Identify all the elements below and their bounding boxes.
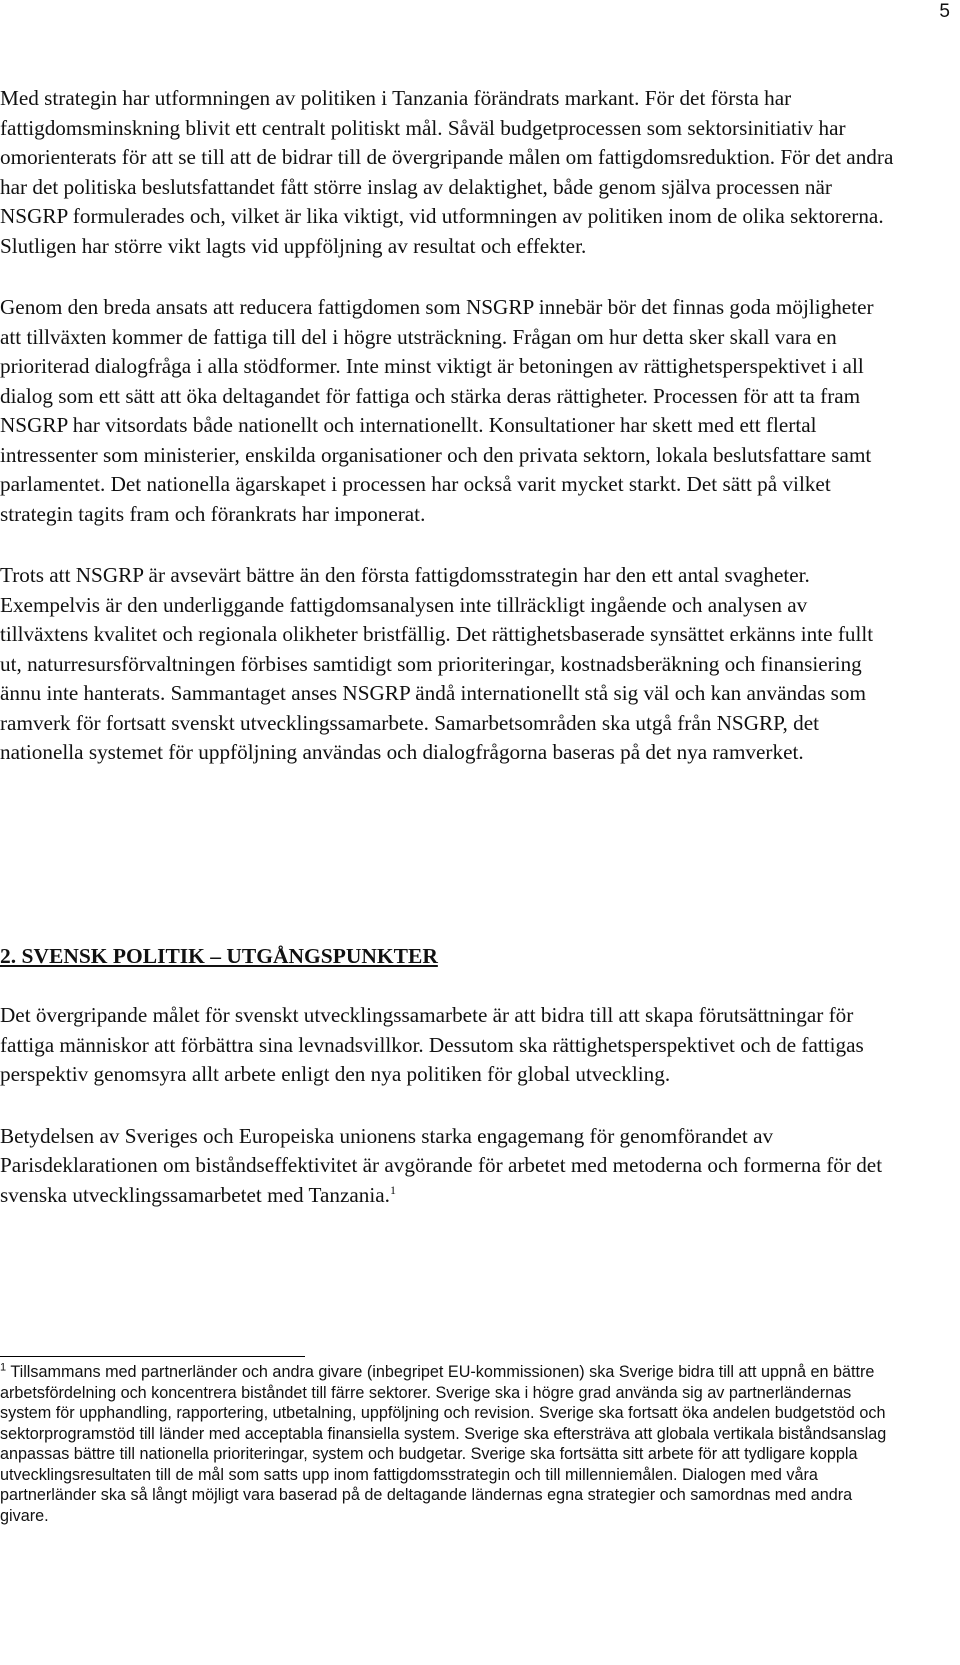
footnote-text: Tillsammans med partnerländer och andra givare (inbegripet EU-kommissionen) ska Sverige bidra till att uppnå en bättre arbetsfördelning och koncentrera biståndet till färre sektorer. Sverige ska i högre grad använda sig av partnerländernas system för upphandling, rapportering, utbetalning, uppföljning och revision. Sverige ska fortsatt öka andelen budgetstöd och sektorprogramstöd till länder med acceptabla finansiella system. Sverige ska eftersträva att globala vertikala biståndsanslag anpassas bättre till nationella prioriteringar, system och budgetar. Sverige ska fortsätta sitt arbete för att tydligare koppla utvecklingsresultaten till de mål som satts upp inom fattigdomsstrategin och till millenniemålen. Dialogen med våra partnerländer ska så långt möjligt vara baserad på de deltagande ländernas egna strategier och samordnas med andra givare. bbox=[0, 1363, 887, 1525]
footnote bbox=[0, 1362, 900, 1526]
footnote-reference[interactable]: 1 bbox=[389, 1182, 396, 1197]
body-text bbox=[0, 84, 900, 800]
page-number: 5 bbox=[939, 1, 950, 22]
paragraph-paris-declaration bbox=[0, 1122, 900, 1211]
section-heading: 2. SVENSK POLITIK – UTGÅNGSPUNKTER bbox=[0, 944, 438, 968]
footnote-marker: 1 bbox=[0, 1361, 7, 1374]
paragraph-strategy-changes: Med strategin har utformningen av politiken i Tanzania förändrats markant. För det första har fattigdomsminskning blivit ett centralt politiskt mål. Såväl budgetprocessen som sektorsinitiativ har omorienterats för att se till att de bidrar till de övergripande målen om fattigdomsreduktion. För det andra har det politiska beslutsfattandet fått större inslag av delaktighet, både genom själva processen när NSGRP formulerades och, vilket är lika viktigt, vid utformningen av politiken inom de olika sektorerna. Slutligen har större vikt lagts vid uppföljning av resultat och effekter. bbox=[0, 86, 894, 258]
footnote-divider bbox=[0, 1356, 305, 1357]
paragraph-paris-declaration-text: Betydelsen av Sveriges och Europeiska unionens starka engagemang för genomförandet av Parisdeklarationen om biståndseffektivitet är avgörande för arbetet med metoderna och formerna för det svenska utvecklingssamarbetet med Tanzania. bbox=[0, 1123, 883, 1207]
paragraph-nsgrp-approach: Genom den breda ansats att reducera fattigdomen som NSGRP innebär bör det finnas goda möjligheter att tillväxten kommer de fattiga till del i högre utsträckning. Frågan om hur detta sker skall vara en prioriterad dialogfråga i alla stödformer. Inte minst viktigt är betoningen av rättighetsperspektivet i all dialog som ett sätt att öka deltagandet för fattiga och stärka deras rättigheter. Processen för att ta fram NSGRP har vitsordats både nationellt och internationellt. Konsultationer har skett med ett flertal intressenter som ministerier, enskilda organisationer och den privata sektorn, lokala beslutsfattare samt parlamentet. Det nationella ägarskapet i processen har också varit mycket starkt. Det sätt på vilket strategin tagits fram och förankrats har imponerat. bbox=[0, 295, 874, 526]
paragraph-overall-goal: Det övergripande målet för svenskt utvecklingssamarbete är att bidra till att skapa förutsättningar för fattiga människor att förbättra sina levnadsvillkor. Dessutom ska rättighetsperspektivet och de fattigas perspektiv genomsyra allt arbete enligt den nya politiken för global utveckling. bbox=[0, 1003, 864, 1086]
section-body bbox=[0, 1001, 900, 1242]
paragraph-nsgrp-weaknesses: Trots att NSGRP är avsevärt bättre än den första fattigdomsstrategin har den ett antal svagheter. Exempelvis är den underliggande fattigdomsanalysen inte tillräckligt ingående och analysen av tillväxtens kvalitet och regionala olikheter bristfällig. Det rättighetsbaserade synsättet erkänns inte fullt ut, naturresursförvaltningen förbises samtidigt som prioriteringar, kostnadsberäkning och finansiering ännu inte hanterats. Sammantaget anses NSGRP ändå internationellt stå sig väl och kan användas som ramverk för fortsatt svenskt utvecklingssamarbete. Samarbetsområden ska utgå från NSGRP, det nationella systemet för uppföljning användas och dialogfrågorna baseras på det nya ramverket. bbox=[0, 563, 874, 764]
